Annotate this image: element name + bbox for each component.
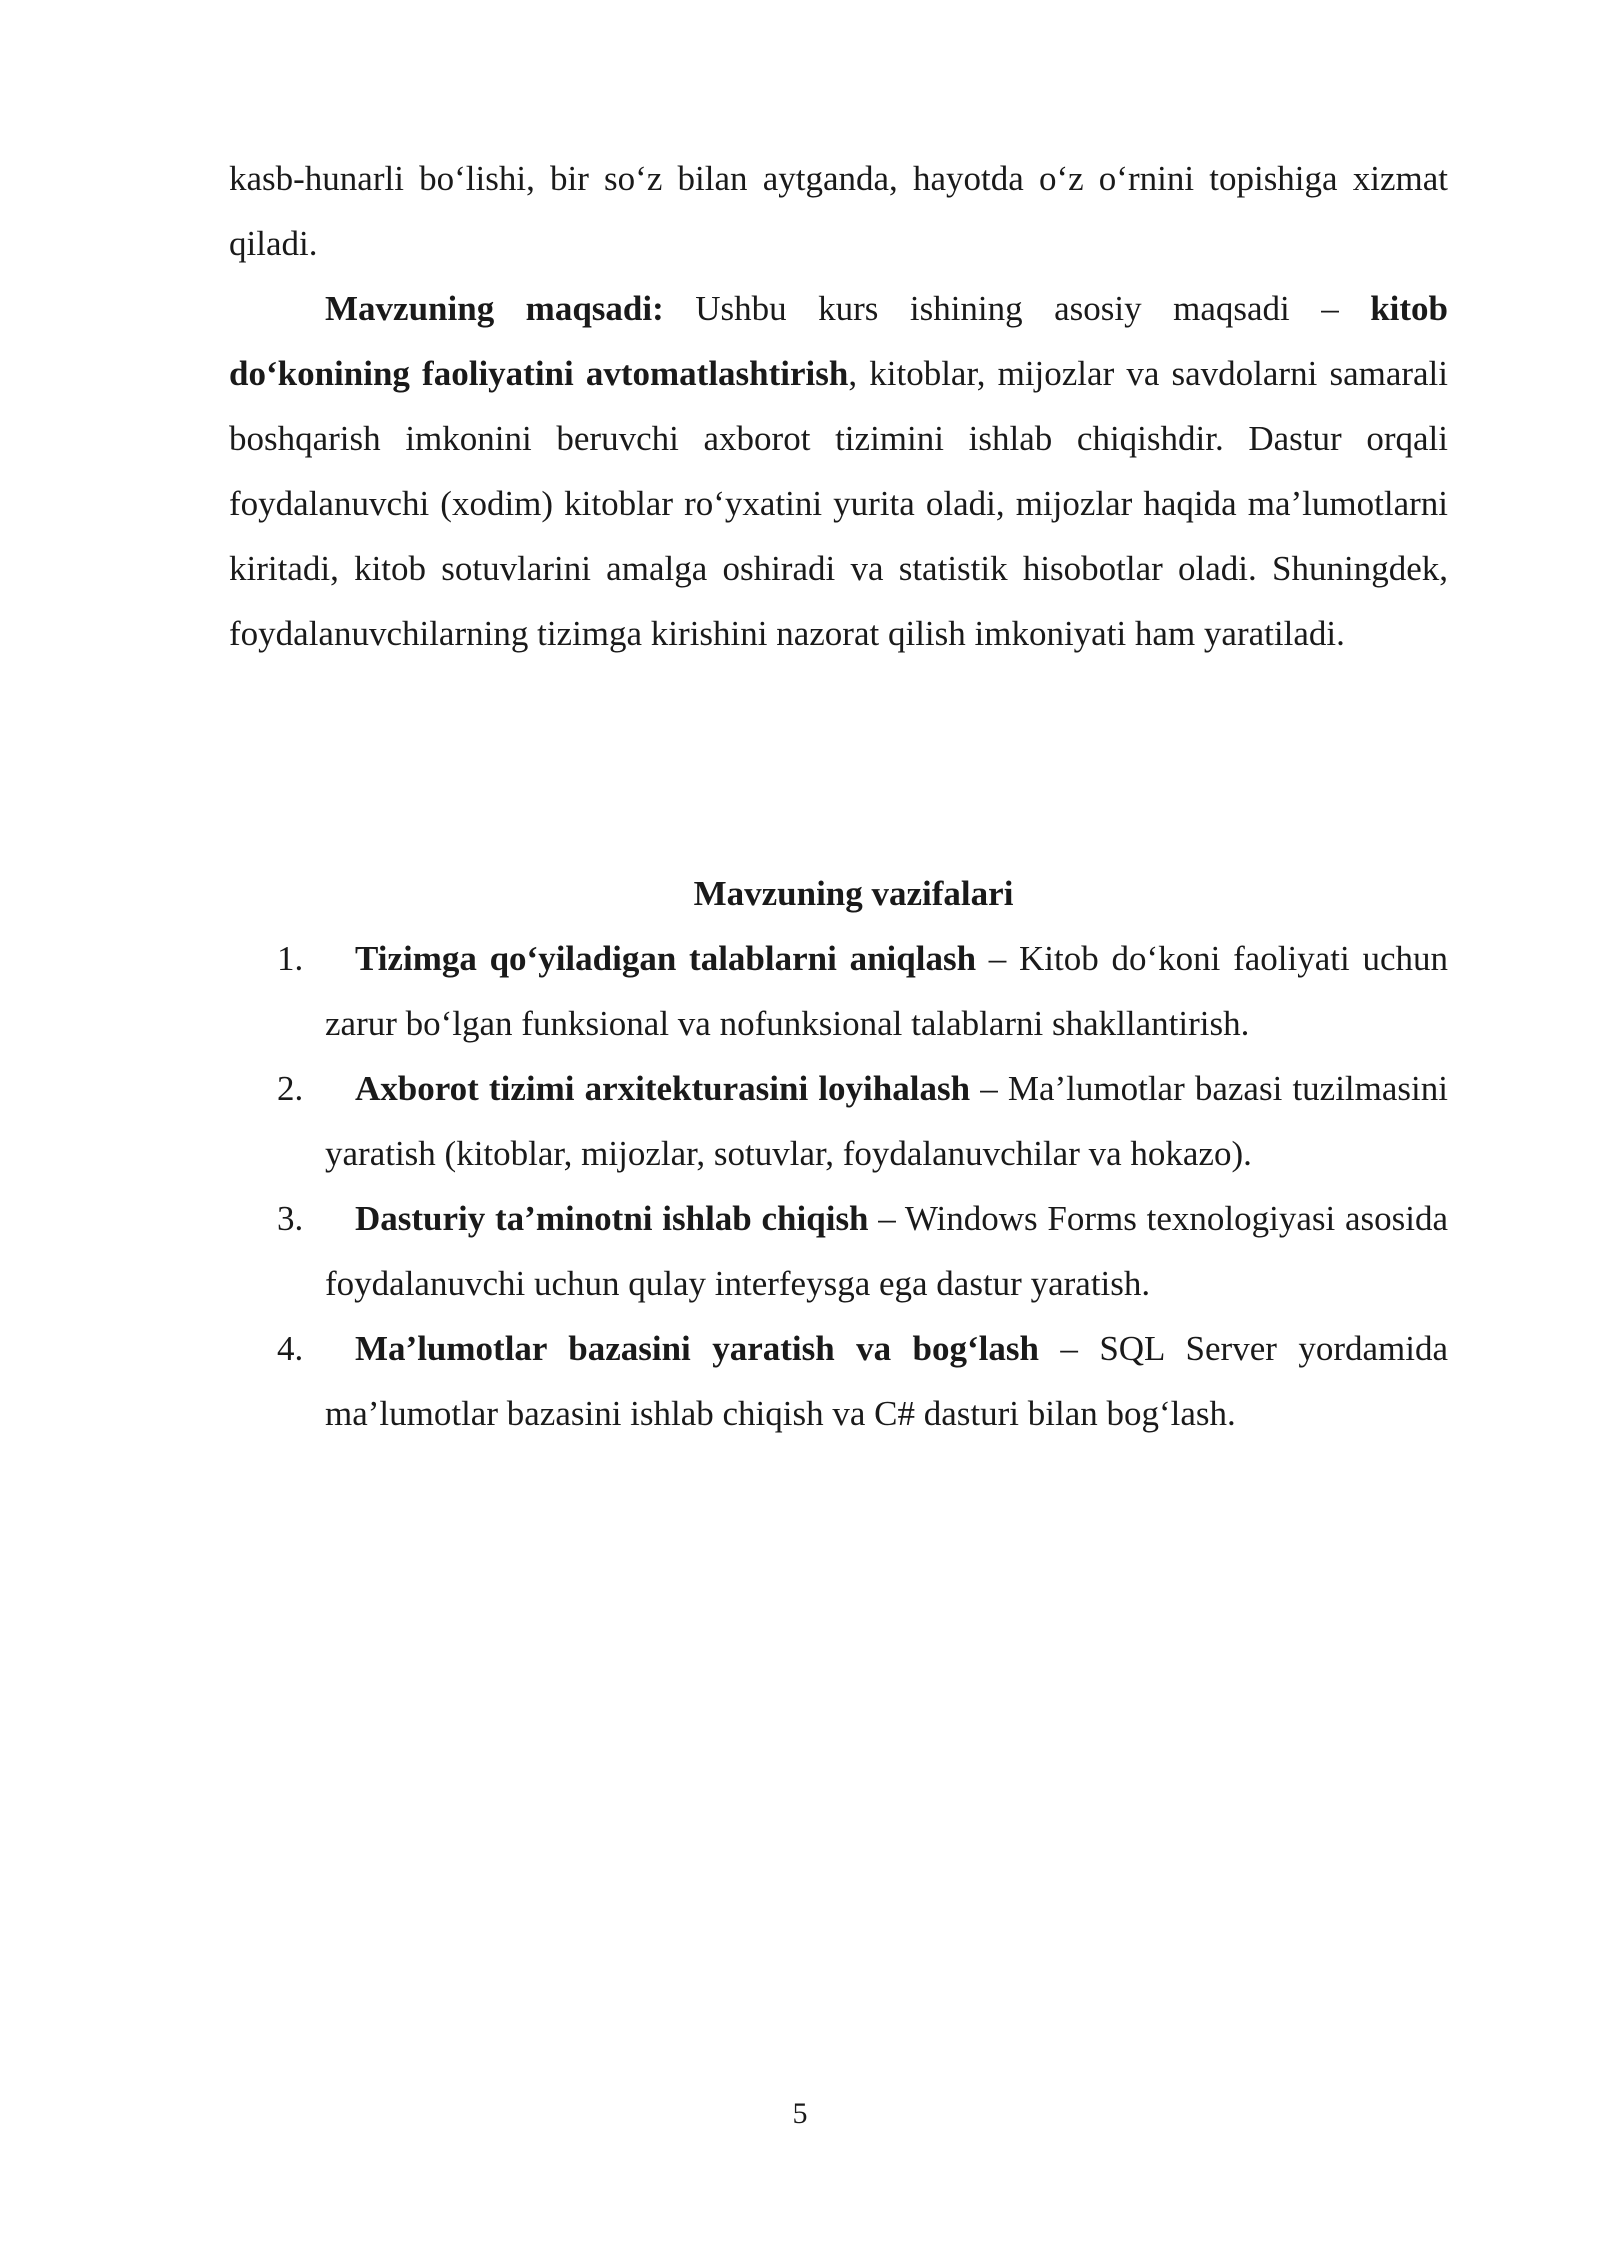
list-item-number: 1. (277, 939, 304, 978)
list-item-text: – Ma’lumotlar bazasi tuzilmasini yaratish (kitoblar, mijozlar, sotuvlar, foydalanuvchilar va hokazo). (325, 1069, 1448, 1173)
list-item-number: 3. (277, 1199, 304, 1238)
list-item-text: – SQL Server yordamida ma’lumotlar bazasini ishlab chiqish va C# dasturi bilan bog‘lash. (325, 1329, 1448, 1433)
list-item-title: Dasturiy ta’minotni ishlab chiqish (355, 1199, 869, 1238)
list-item-title: Tizimga qo‘yiladigan talablarni aniqlash (355, 939, 977, 978)
intro-paragraph: kasb-hunarli bo‘lishi, bir so‘z bilan aytganda, hayotda o‘z o‘rnini topishiga xizmat qiladi. (229, 159, 1448, 263)
goal-text-start: Ushbu kurs ishining asosiy maqsadi – (663, 289, 1371, 328)
list-item (229, 926, 1448, 1056)
goal-label: Mavzuning maqsadi: (325, 289, 664, 328)
list-item (229, 1056, 1448, 1186)
list-item-number: 4. (277, 1329, 304, 1368)
list-item-title: Ma’lumotlar bazasini yaratish va bog‘lash (355, 1329, 1039, 1368)
list-item-text: – Kitob do‘koni faoliyati uchun zarur bo‘lgan funksional va nofunksional talablarni shakllantirish. (325, 939, 1448, 1043)
list-item (229, 1316, 1448, 1446)
goal-emphasis: kitob do‘konining faoliyatini avtomatlashtirish (229, 289, 1448, 393)
page-number: 5 (792, 2097, 808, 2130)
goal-text-rest: , kitoblar, mijozlar va savdolarni samarali boshqarish imkonini beruvchi axborot tizimini ishlab chiqishdir. Dastur orqali foydalanuvchi (xodim) kitoblar ro‘yxatini yurita oladi, mijozlar haqida ma’lumotlarni kiritadi, kitob sotuvlarini amalga oshiradi va statistik hisobotlar oladi. Shuningdek, foydalanuvchilarning tizimga kirishini nazorat qilish imkoniyati ham yaratiladi. (229, 354, 1448, 653)
list-item-title: Axborot tizimi arxitekturasini loyihalash (355, 1069, 971, 1108)
list-item-text: – Windows Forms texnologiyasi asosida foydalanuvchi uchun qulay interfeysga ega dastur yaratish. (325, 1199, 1448, 1303)
tasks-heading: Mavzuning vazifalari (693, 874, 1014, 913)
list-item (229, 1186, 1448, 1316)
section-spacer (229, 666, 1448, 861)
list-item-number: 2. (277, 1069, 304, 1108)
goal-paragraph (229, 276, 1448, 666)
tasks-list (229, 926, 1448, 1446)
page-content (229, 146, 1448, 1446)
